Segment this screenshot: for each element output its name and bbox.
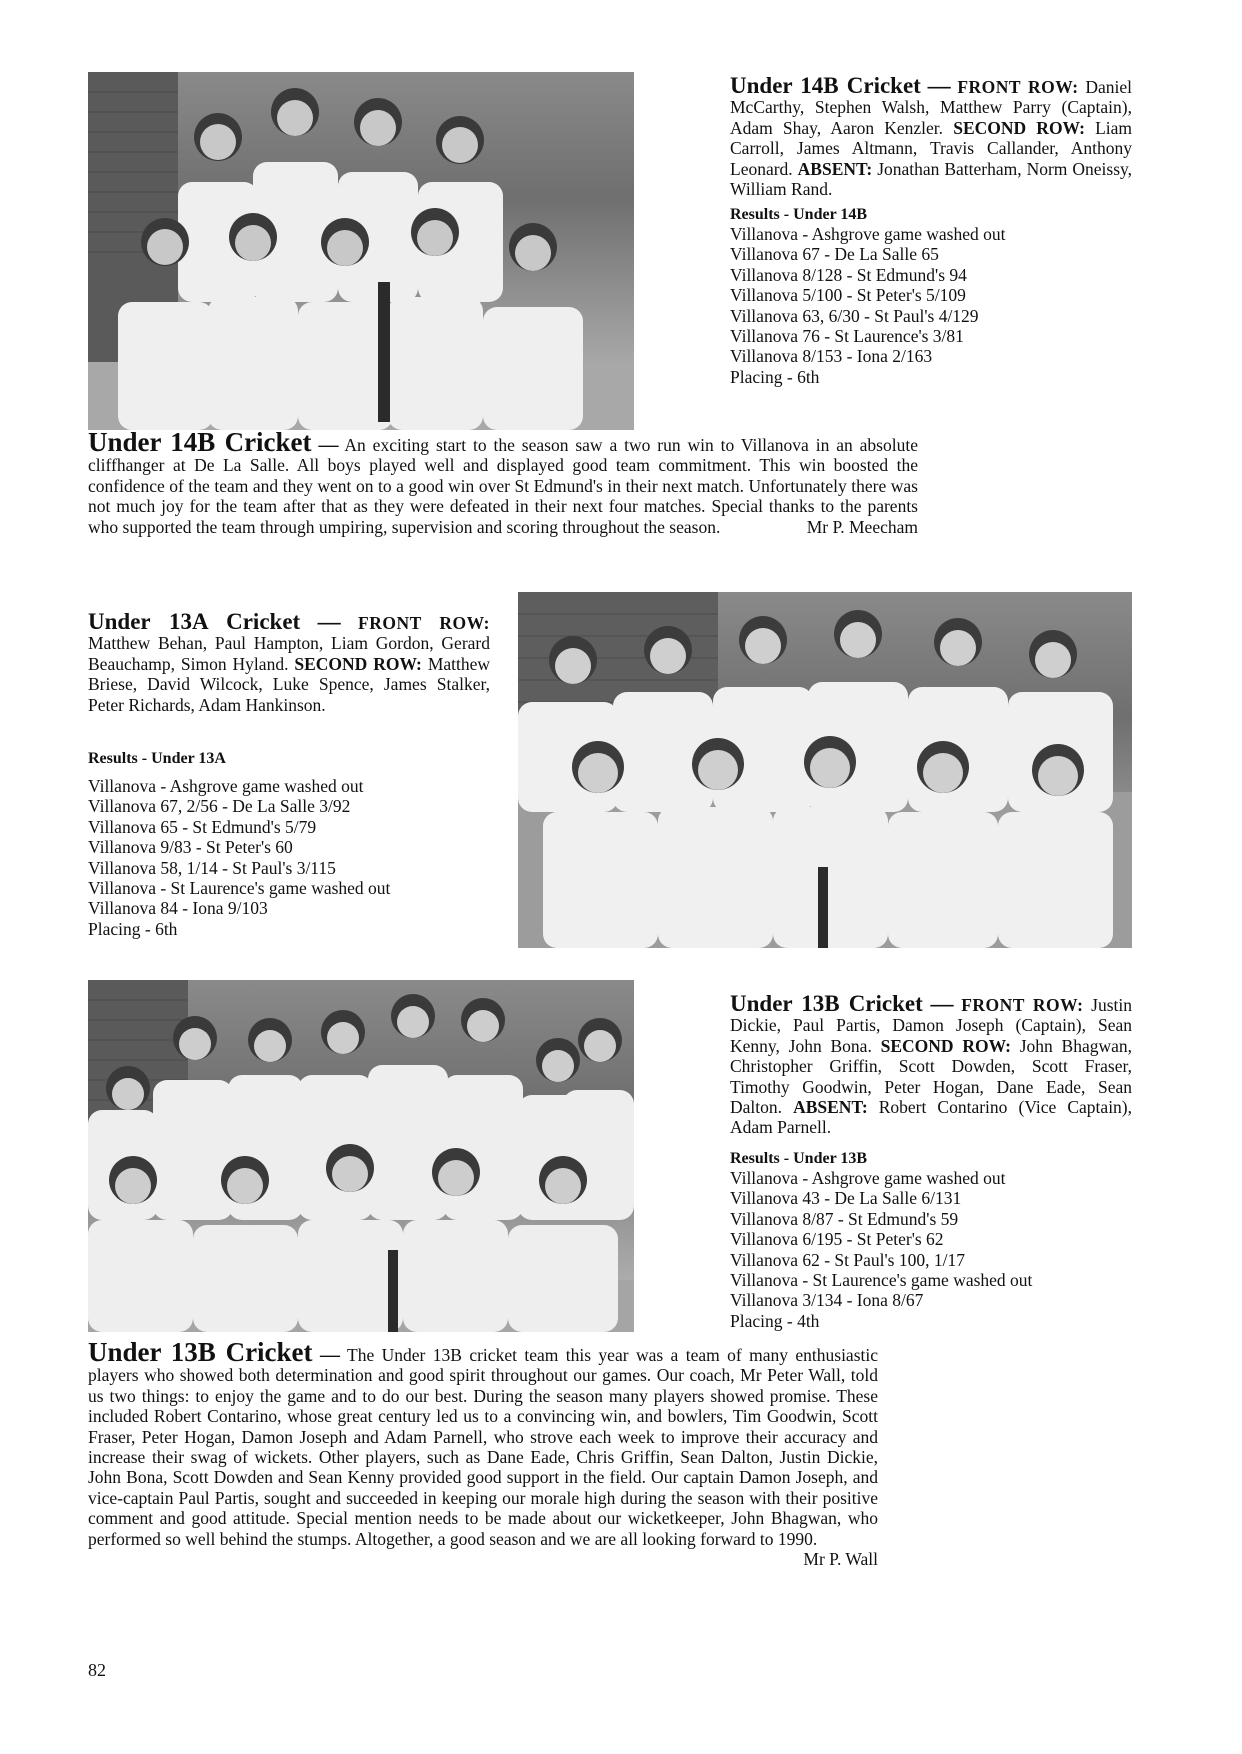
u14b-second-row-label: SECOND ROW: <box>953 117 1085 138</box>
u13a-second-row-names: Matthew Briese, David Wilcock, Luke Spence, James Stalker, Peter Richards, Adam Hankinson. <box>88 653 491 715</box>
u13b-absent-names: Robert Contarino (Vice Captain), Adam Parnell. <box>730 1097 1133 1138</box>
u13a-caption <box>88 609 491 715</box>
u13b-absent-label: ABSENT: <box>793 1097 868 1118</box>
u13a-result-line: Villanova 65 - St Edmund's 5/79 <box>88 816 317 837</box>
u14b-results-heading: Results - Under 14B <box>730 206 868 223</box>
u13b-results-heading: Results - Under 13B <box>730 1150 868 1167</box>
u14b-report <box>88 427 918 537</box>
u14b-second-row-names: Liam Carroll, James Altmann, Travis Callander, Anthony Leonard. <box>730 117 1133 179</box>
u13b-result-line: Villanova 8/87 - St Edmund's 59 <box>730 1208 959 1229</box>
u14b-absent-names: Jonathan Batterham, Norm Oneissy, William Rand. <box>730 158 1132 200</box>
u13b-second-row-label: SECOND ROW: <box>880 1035 1011 1056</box>
u13b-caption <box>730 991 1133 1138</box>
u14b-placing: Placing - 6th <box>730 366 820 387</box>
u13b-caption-dash: — <box>930 991 954 1016</box>
u13b-front-row-label: FRONT ROW: <box>961 995 1084 1015</box>
u14b-caption-title: Under 14B Cricket <box>730 73 921 98</box>
u13b-front-row-names: Justin Dickie, Paul Partis, Damon Joseph (Captain), Sean Kenny, John Bona. <box>730 995 1132 1056</box>
u14b-front-row-label: FRONT ROW: <box>957 77 1079 97</box>
u13b-report-text: The Under 13B cricket team this year was a team of many enthusiastic players who showed both determination and good spirit throughout our games. Our coach, Mr Peter Wall, told us two things: to enjoy the game and to do our best. During the season many players showed promise. These included Robert Contarino, whose great century led us to a convincing win, and bowlers, Tim Goodwin, Scott Fraser, Peter Hogan, Damon Joseph and Adam Parnell, who strove each week to improve their accuracy and increase their swag of wickets. Other players, such as Dane Eade, Chris Griffin, Sean Dalton, Justin Dickie, John Bona, Scott Dowden and Sean Kenny provided good support in the field. Our captain Damon Joseph, and vice-captain Paul Partis, sought and succeeded in keeping our morale high during the season with their positive comment and good attitude. Special mention needs to be made about our wicketkeeper, John Bhagwan, who performed so well behind the stumps. Altogether, a good season and we are all looking forward to 1990. <box>88 1345 879 1549</box>
u14b-caption <box>730 73 1133 200</box>
u13b-report-dash: — <box>319 1344 340 1366</box>
u13b-result-line: Villanova - Ashgrove game washed out <box>730 1168 1006 1188</box>
u13b-result-line: Villanova - St Laurence's game washed out <box>730 1270 1033 1291</box>
u13a-result-line: Villanova 9/83 - St Peter's 60 <box>88 837 293 858</box>
u13a-placing: Placing - 6th <box>88 918 178 939</box>
u13a-caption-title: Under 13A Cricket <box>88 609 301 634</box>
u13a-results-heading: Results - Under 13A <box>88 750 226 767</box>
u14b-team-photo <box>88 72 634 430</box>
u14b-result-line: Villanova 63, 6/30 - St Paul's 4/129 <box>730 305 979 326</box>
u13b-result-line: Villanova 62 - St Paul's 100, 1/17 <box>730 1249 965 1270</box>
u13a-result-line: Villanova 84 - Iona 9/103 <box>88 898 268 919</box>
u14b-result-line: Villanova 76 - St Laurence's 3/81 <box>730 326 964 347</box>
u14b-result-line: Villanova 5/100 - St Peter's 5/109 <box>730 285 966 306</box>
u14b-result-line: Villanova 8/153 - Iona 2/163 <box>730 346 933 367</box>
u14b-report-dash: — <box>318 434 339 456</box>
u13a-result-line: Villanova 58, 1/14 - St Paul's 3/115 <box>88 857 336 878</box>
u13a-front-row-label: FRONT ROW: <box>358 613 491 633</box>
u13b-result-line: Villanova 3/134 - Iona 8/67 <box>730 1290 924 1311</box>
u13b-report-signature: Mr P. Wall <box>803 1549 878 1570</box>
u13b-report-title: Under 13B Cricket <box>88 1337 313 1367</box>
u13b-second-row-names: John Bhagwan, Christopher Griffin, Scott Dowden, Scott Fraser, Timothy Goodwin, Peter Hogan, Dane Eade, Sean Dalton. <box>730 1035 1133 1118</box>
u14b-report-title: Under 14B Cricket <box>88 427 312 457</box>
u14b-caption-dash: — <box>927 73 951 98</box>
u13a-team-photo <box>518 592 1132 948</box>
u13b-team-photo <box>88 980 634 1332</box>
u13b-caption-title: Under 13B Cricket <box>730 991 923 1016</box>
u13a-caption-dash: — <box>317 609 341 634</box>
page-number: 82 <box>88 1660 106 1680</box>
u14b-report-text: An exciting start to the season saw a two run win to Villanova in an absolute cliffhanger at De La Salle. All boys played well and displayed good team commitment. This win boosted the confidence of the team and they went on to a good win over St Edmund's in their next match. Unfortunately there was not much joy for the team after that as they were defeated in their next four matches. Special thanks to the parents who supported the team through umpiring, supervision and scoring throughout the season. <box>88 435 918 537</box>
u14b-result-line: Villanova 8/128 - St Edmund's 94 <box>730 264 967 285</box>
u13b-results <box>730 1150 1132 1331</box>
u13a-result-line: Villanova - St Laurence's game washed out <box>88 878 391 899</box>
u13a-results <box>88 750 490 939</box>
u14b-result-line: Villanova - Ashgrove game washed out <box>730 224 1006 244</box>
u13b-result-line: Villanova 6/195 - St Peter's 62 <box>730 1229 944 1250</box>
u14b-results <box>730 206 1132 387</box>
u13a-result-line: Villanova 67, 2/56 - De La Salle 3/92 <box>88 796 351 817</box>
u13b-result-line: Villanova 43 - De La Salle 6/131 <box>730 1188 962 1209</box>
u14b-front-row-names: Daniel McCarthy, Stephen Walsh, Matthew Parry (Captain), Adam Shay, Aaron Kenzler. <box>730 77 1133 138</box>
u14b-result-line: Villanova 67 - De La Salle 65 <box>730 244 939 265</box>
u13a-result-line: Villanova - Ashgrove game washed out <box>88 776 364 796</box>
u13a-front-row-names: Matthew Behan, Paul Hampton, Liam Gordon, Gerard Beauchamp, Simon Hyland. <box>88 633 490 674</box>
u13b-placing: Placing - 4th <box>730 1310 820 1331</box>
u13b-report <box>88 1337 879 1570</box>
u14b-absent-label: ABSENT: <box>797 158 873 179</box>
u14b-report-signature: Mr P. Meecham <box>806 516 918 537</box>
u13a-second-row-label: SECOND ROW: <box>294 653 422 674</box>
